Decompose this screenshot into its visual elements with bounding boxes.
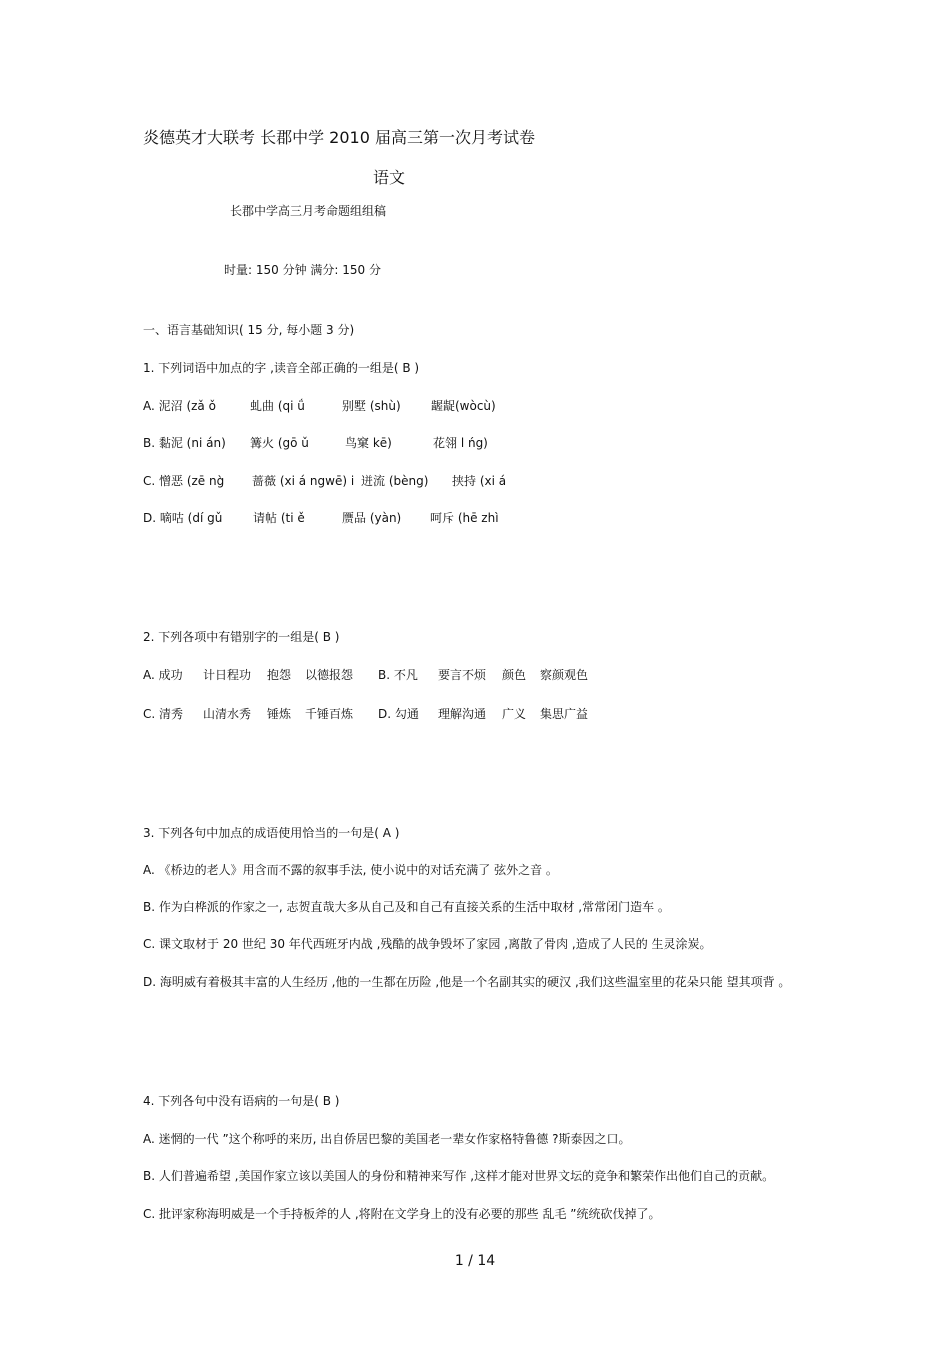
q1-option-cell: 虬曲 (qi ǘ (250, 399, 305, 413)
q1-option-cell: 请帖 (ti ě (253, 511, 305, 525)
q4-option-c: C. 批评家称海明威是一个手持板斧的人 ,将附在文学身上的没有必要的那些 乱毛 ”统统砍伐掉了。 (143, 1207, 661, 1221)
q1-option-cell: A. 泥沼 (zǎ ǒ (143, 399, 216, 413)
q1-option-cell: 挟持 (xi á (452, 474, 507, 488)
exam-byline: 长郡中学高三月考命题组组稿 (230, 204, 387, 218)
q2-option-cell: 察颜观色 (540, 668, 589, 682)
q2-option-cell: 抱怨 (267, 668, 292, 682)
q1-option-cell: 花翎 l ńg) (433, 436, 488, 450)
section-heading: 一、语言基础知识( 15 分, 每小题 3 分) (143, 323, 355, 337)
q2-option-cell: 锤炼 (267, 707, 292, 721)
q1-option-cell: 龌龊(wòcù) (431, 399, 496, 413)
question-2-stem: 2. 下列各项中有错别字的一组是( B ) (143, 630, 340, 644)
subject-heading: 语文 (373, 168, 406, 187)
q2-option-cell: B. 不凡 (378, 668, 418, 682)
q1-option-cell: 鸟窠 kē) (345, 436, 392, 450)
q4-option-a: A. 迷惘的一代 ”这个称呼的来历, 出自侨居巴黎的美国老一辈女作家格特鲁德 ?斯泰因之口。 (143, 1132, 631, 1146)
q1-option-cell: B. 黏泥 (ni án) (143, 436, 226, 450)
q4-option-b: B. 人们普遍希望 ,美国作家立该以美国人的身份和精神来写作 ,这样才能对世界文坛的竞争和繁荣作出他们自己的贡献。 (143, 1169, 775, 1183)
q2-option-cell: 理解沟通 (438, 707, 487, 721)
q1-option-cell: D. 嘀咕 (dí gǔ (143, 511, 223, 525)
question-3-stem: 3. 下列各句中加点的成语使用恰当的一句是( A ) (143, 826, 400, 840)
q2-option-cell: 要言不烦 (438, 668, 487, 682)
q1-option-cell: 别墅 (shù) (342, 399, 401, 413)
q2-option-cell: 颜色 (502, 668, 527, 682)
q3-option-d: D. 海明威有着极其丰富的人生经历 ,他的一生都在历险 ,他是一个名副其实的硬汉 ,我们这些温室里的花朵只能 望其项背 。 (143, 975, 791, 989)
q1-option-cell: 呵斥 (hē zhì (430, 511, 499, 525)
q2-option-cell: C. 清秀 (143, 707, 184, 721)
q1-option-cell: 蔷薇 (xi á ngwē) i (252, 474, 355, 488)
page-number: 1 / 14 (454, 1253, 496, 1269)
q3-option-b: B. 作为白桦派的作家之一, 志贺直哉大多从自己及和自己有直接关系的生活中取材 ,常常闭门造车 。 (143, 900, 670, 914)
question-1-stem: 1. 下列词语中加点的字 ,读音全部正确的一组是( B ) (143, 361, 420, 375)
q2-option-cell: 千锤百炼 (305, 707, 354, 721)
q2-option-cell: A. 成功 (143, 668, 183, 682)
q2-option-cell: 集思广益 (540, 707, 589, 721)
q2-option-cell: 广义 (502, 707, 527, 721)
q1-option-cell: C. 憎恶 (zē ng̀ (143, 474, 225, 488)
q1-option-cell: 篝火 (gō ǔ (250, 436, 309, 450)
q1-option-cell: 赝品 (yàn) (342, 511, 402, 525)
q3-option-c: C. 课文取材于 20 世纪 30 年代西班牙内战 ,残酷的战争毁坏了家园 ,离散了骨肉 ,造成了人民的 生灵涂炭。 (143, 937, 712, 951)
q2-option-cell: 计日程功 (203, 668, 252, 682)
q2-option-cell: 山清水秀 (203, 707, 252, 721)
q1-option-cell: 迸流 (bèng) (361, 474, 429, 488)
q2-option-cell: D. 勾通 (378, 707, 419, 721)
question-4-stem: 4. 下列各句中没有语病的一句是( B ) (143, 1094, 340, 1108)
exam-timing: 时量: 150 分钟 满分: 150 分 (224, 263, 381, 277)
q2-option-cell: 以德报怨 (305, 668, 354, 682)
q3-option-a: A. 《桥边的老人》用含而不露的叙事手法, 使小说中的对话充满了 弦外之音 。 (143, 863, 558, 877)
exam-title: 炎德英才大联考 长郡中学 2010 届高三第一次月考试卷 (143, 128, 535, 147)
